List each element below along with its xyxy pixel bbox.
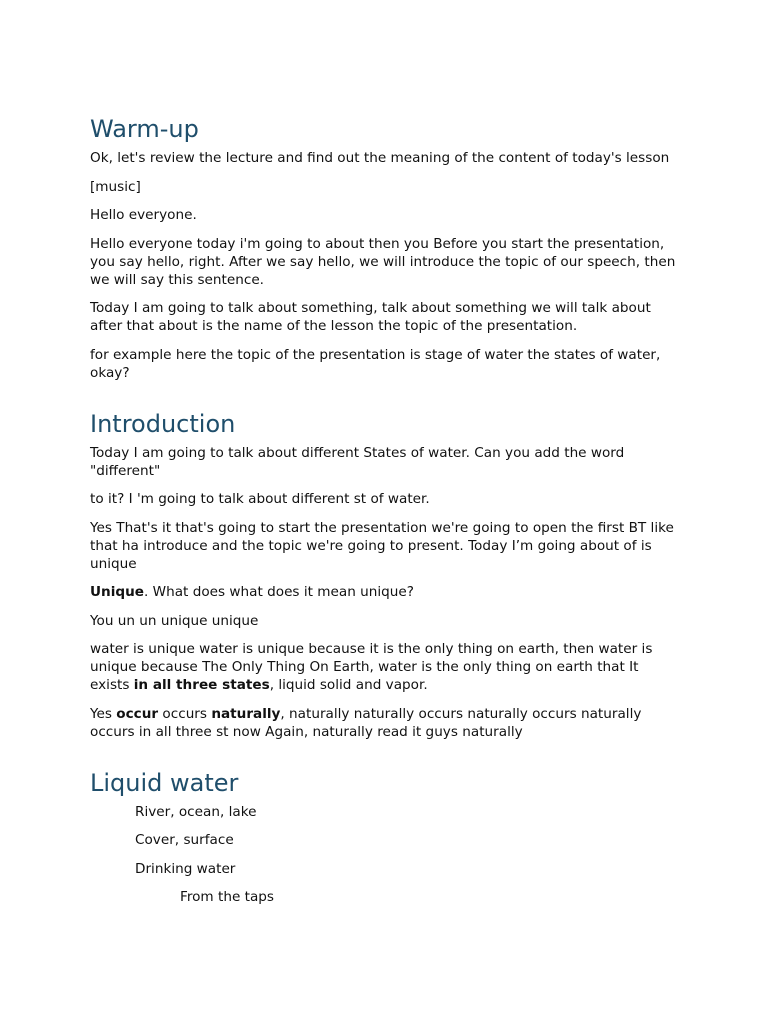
paragraph: Today I am going to talk about different States of water. Can you add the word "different" (90, 444, 625, 479)
paragraph: Hello everyone today i'm going to about then you Before you start the presentation, you say hello, right. After we say hello, we will introduce the topic of our speech, then we will say this sentence. (90, 235, 676, 288)
heading-liquid-water: Liquid water (90, 768, 239, 797)
paragraph: [music] (90, 178, 141, 195)
bold-term: occur (116, 705, 159, 722)
paragraph: Ok, let's review the lecture and find out the meaning of the content of today's lesson (90, 150, 670, 166)
text-run: occurs (158, 705, 212, 722)
document-page (90, 114, 680, 917)
paragraph: to it? I 'm going to talk about different st of water. (90, 491, 430, 507)
text-run: water is unique water is unique because it is the only thing on earth, then water is unique because The Only Thing On Earth, water is the only thing on earth that It exists (90, 641, 653, 693)
list-item: Cover, surface (135, 832, 234, 848)
paragraph: Today I am going to talk about something, talk about something we will talk about after that about is the name of the lesson the topic of the presentation. (90, 300, 651, 334)
bold-term: in all three states (133, 677, 270, 693)
paragraph: You un un unique unique (90, 612, 259, 629)
paragraph: for example here the topic of the presentation is stage of water the states of water, okay? (90, 346, 661, 381)
list-item: Drinking water (135, 860, 236, 877)
bold-term: Unique (90, 584, 145, 600)
heading-introduction: Introduction (90, 409, 236, 438)
paragraph (90, 640, 680, 694)
paragraph (90, 705, 680, 741)
text-run: . What does what does it mean unique? (144, 584, 414, 600)
text-run: Yes (90, 705, 117, 722)
text-run: , naturally naturally occurs naturally occurs naturally occurs in all three st now Again, naturally read it guys naturally (90, 705, 642, 740)
bold-term: naturally (211, 705, 281, 722)
heading-warm-up: Warm-up (90, 115, 199, 143)
paragraph: Yes That's it that's going to start the presentation we're going to open the first BT like that ha introduce and the topic we're going to present. Today I’m going about of is unique (90, 519, 674, 572)
text-run: , liquid solid and vapor. (269, 677, 428, 693)
sub-list-item: From the taps (180, 889, 275, 905)
paragraph: Hello everyone. (90, 207, 197, 223)
paragraph (90, 583, 680, 601)
list-item: River, ocean, lake (135, 803, 257, 820)
